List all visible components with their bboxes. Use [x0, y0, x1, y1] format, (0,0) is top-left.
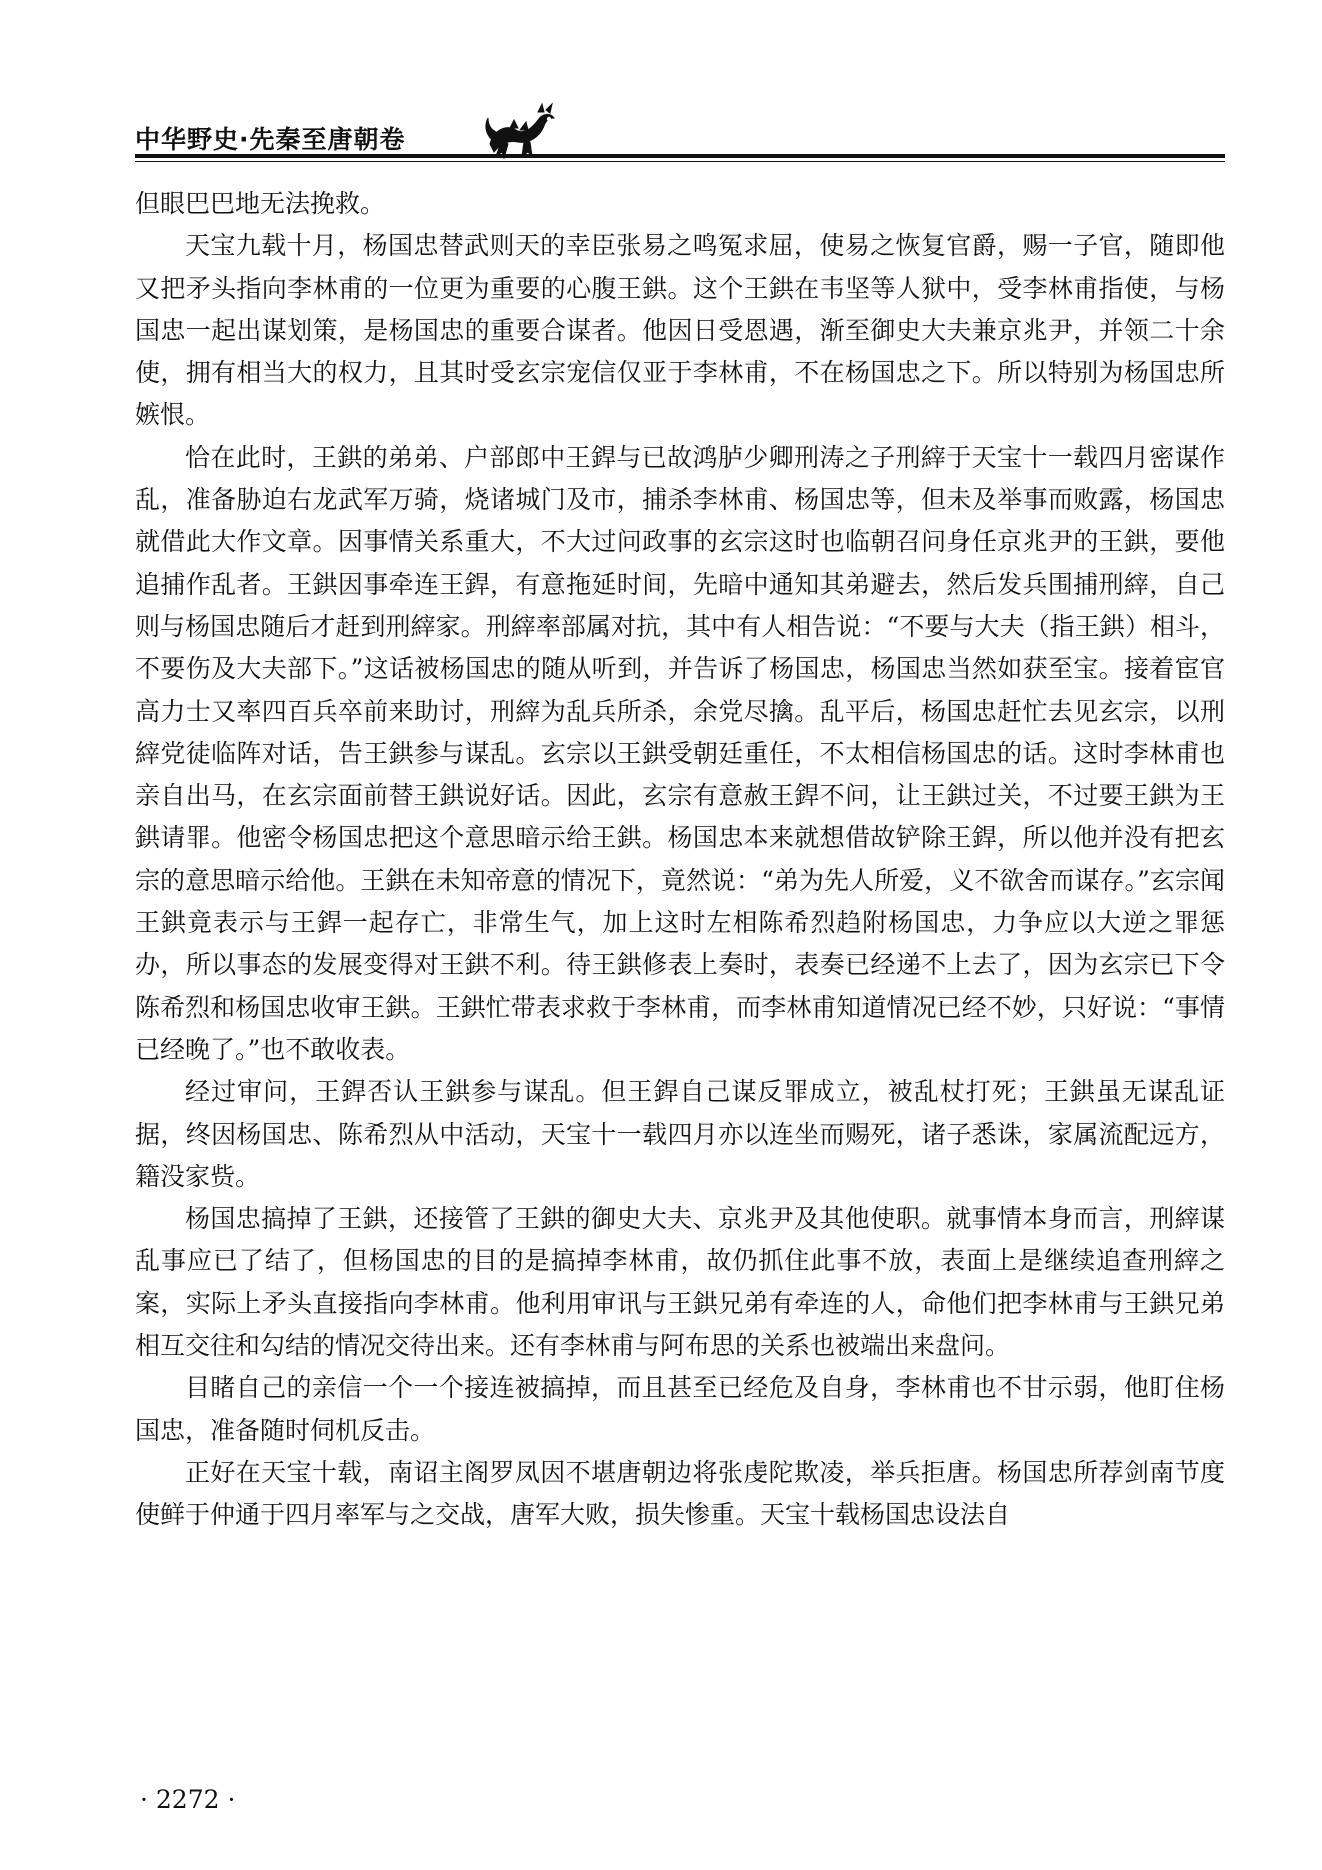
- header-rule-thick: [135, 154, 1225, 158]
- paragraph: 天宝九载十月，杨国忠替武则天的幸臣张易之鸣冤求屈，使易之恢复官爵，赐一子官，随即他又把矛头指向李林甫的一位更为重要的心腹王鉷。这个王鉷在韦坚等人狱中，受李林甫指使，与杨国忠一起出谋划策，是杨国忠的重要合谋者。他因日受恩遇，渐至御史大夫兼京兆尹，并领二十余使，拥有相当大的权力，且其时受玄宗宠信仅亚于李林甫，不在杨国忠之下。所以特别为杨国忠所嫉恨。: [135, 231, 1225, 430]
- dragon-emblem-icon: [480, 100, 560, 160]
- paragraph: 目睹自己的亲信一个一个接连被搞掉，而且甚至已经危及自身，李林甫也不甘示弱，他盯住杨国忠，准备随时伺机反击。: [135, 1373, 1225, 1445]
- running-header: [135, 100, 1225, 160]
- paragraph: 正好在天宝十载，南诏主阁罗凤因不堪唐朝边将张虔陀欺凌，举兵拒唐。杨国忠所荐剑南节度使鲜于仲通于四月率军与之交战，唐军大败，损失惨重。天宝十载杨国忠设法自: [135, 1457, 1225, 1530]
- body-text: [135, 183, 1225, 1537]
- paragraph: 但眼巴巴地无法挽救。: [135, 189, 386, 218]
- book-title: 中华野史·先秦至唐朝卷: [135, 125, 406, 154]
- paragraph: 恰在此时，王鉷的弟弟、户部郎中王銲与已故鸿胪少卿刑涛之子刑縡于天宝十一载四月密谋作乱，准备胁迫右龙武军万骑，烧诸城门及市，捕杀李林甫、杨国忠等，但未及举事而败露，杨国忠就借此大作文章。因事情关系重大，不大过问政事的玄宗这时也临朝召问身任京兆尹的王鉷，要他追捕作乱者。王鉷因事牵连王銲，有意拖延时间，先暗中通知其弟避去，然后发兵围捕刑縡，自己则与杨国忠随后才赶到刑縡家。刑縡率部属对抗，其中有人相告说：“不要与大夫（指王鉷）相斗，不要伤及大夫部下。”这话被杨国忠的随从听到，并告诉了杨国忠，杨国忠当然如获至宝。接着宦官高力士又率四百兵卒前来助讨，刑縡为乱兵所杀，余党尽擒。乱平后，杨国忠赶忙去见玄宗，以刑縡党徒临阵对话，告王鉷参与谋乱。玄宗以王鉷受朝廷重任，不太相信杨国忠的话。这时李林甫也亲自出马，在玄宗面前替王鉷说好话。因此，玄宗有意赦王銲不问，让王鉷过关，不过要王鉷为王鉷请罪。他密令杨国忠把这个意思暗示给王鉷。杨国忠本来就想借故铲除王銲，所以他并没有把玄宗的意思暗示给他。王鉷在未知帝意的情况下，竟然说：“弟为先人所爱，义不欲舍而谋存。”玄宗闻王鉷竟表示与王銲一起存亡，非常生气，加上这时左相陈希烈趋附杨国忠，力争应以大逆之罪惩办，所以事态的发展变得对王鉷不利。待王鉷修表上奏时，表奏已经递不上去了，因为玄宗已下令陈希烈和杨国忠收审王鉷。王鉷忙带表求救于李林甫，而李林甫知道情况已经不妙，只好说：“事情已经晚了。”也不敢收表。: [135, 442, 1225, 1064]
- page-number: · 2272 ·: [140, 1785, 236, 1814]
- paragraph: 杨国忠搞掉了王鉷，还接管了王鉷的御史大夫、京兆尹及其他使职。就事情本身而言，刑縡谋乱事应已了结了，但杨国忠的目的是搞掉李林甫，故仍抓住此事不放，表面上是继续追查刑縡之案，实际上矛头直接指向李林甫。他利用审讯与王鉷兄弟有牵连的人，命他们把李林甫与王鉷兄弟相互交往和勾结的情况交待出来。还有李林甫与阿布思的关系也被端出来盘问。: [135, 1204, 1225, 1361]
- header-rule-thin: [135, 161, 1225, 162]
- paragraph: 经过审问，王銲否认王鉷参与谋乱。但王銲自己谋反罪成立，被乱杖打死；王鉷虽无谋乱证据，终因杨国忠、陈希烈从中活动，天宝十一载四月亦以连坐而赐死，诸子悉诛，家属流配远方，籍没家赀。: [135, 1077, 1225, 1191]
